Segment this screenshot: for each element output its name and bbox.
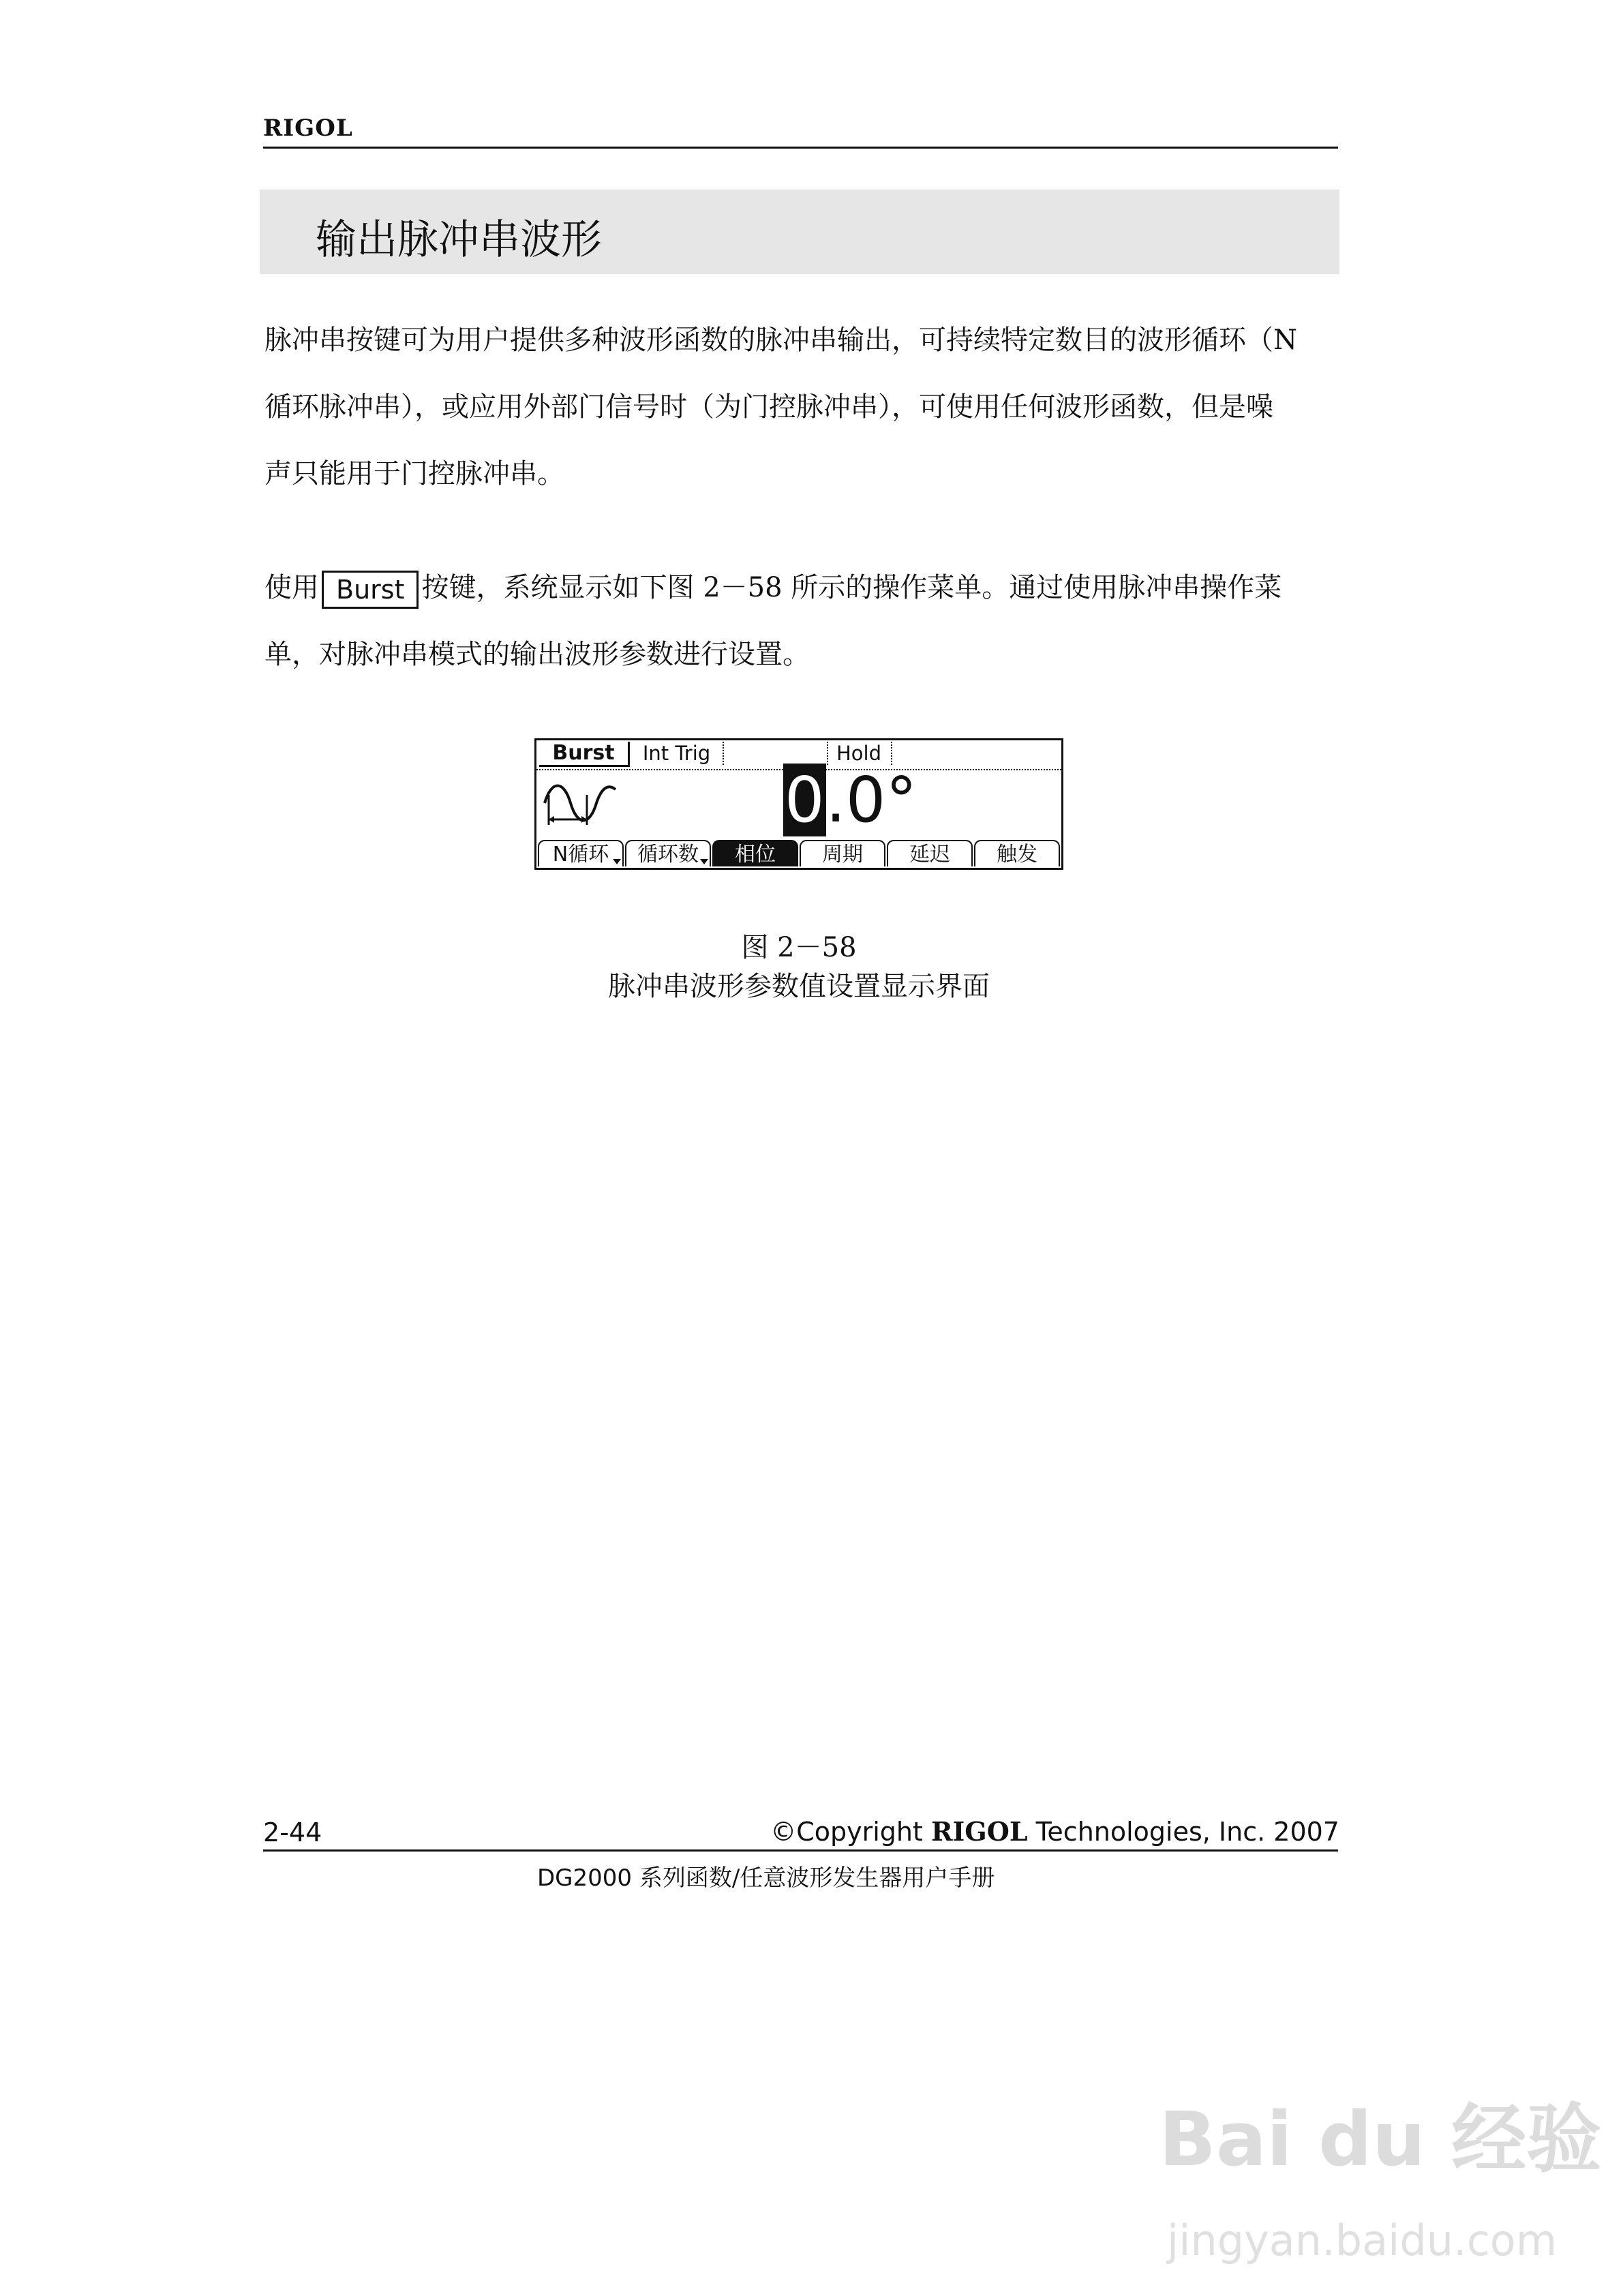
softkey-label: N循环 — [552, 843, 609, 866]
softkey-label: 循环数 — [637, 843, 699, 866]
section-title-bar — [260, 190, 1339, 274]
footer-copyright — [763, 1816, 1339, 1847]
footer-rule — [263, 1849, 1338, 1852]
softkey-label: 相位 — [735, 843, 776, 866]
paragraph-1 — [264, 307, 1340, 507]
paragraph-1-line: 声只能用于门控脉冲串。 — [264, 458, 564, 489]
paragraph-2-pre: 使用 — [264, 572, 319, 603]
manual-title: 系列函数/任意波形发生器用户手册 — [632, 1864, 995, 1892]
manual-model: DG2000 — [537, 1864, 633, 1892]
burst-screen-figure — [534, 738, 1063, 870]
submenu-arrow-icon — [700, 859, 708, 864]
page-number: 2-44 — [263, 1817, 322, 1847]
watermark-url: jingyan.baidu.com — [1167, 2216, 1558, 2265]
footer-manual-title — [537, 1859, 995, 1892]
header-rule — [263, 147, 1338, 149]
softkey-phase[interactable] — [712, 840, 798, 866]
submenu-arrow-icon — [613, 859, 621, 864]
value-rest: .0° — [825, 764, 917, 836]
header-brand: RIGOL — [263, 115, 353, 142]
softkey-trigger[interactable] — [974, 840, 1060, 866]
softkey-label: 触发 — [997, 843, 1037, 866]
softkey-period[interactable] — [800, 840, 885, 866]
softkey-delay[interactable] — [887, 840, 973, 866]
paragraph-2-post: 按键，系统显示如下图 2－58 所示的操作菜单。通过使用脉冲串操作菜 — [421, 572, 1282, 603]
status-hold: Hold — [836, 742, 892, 765]
burst-key-label: Burst — [322, 571, 419, 609]
section-title: 输出脉冲串波形 — [316, 216, 602, 264]
softkey-n-cycle[interactable] — [538, 840, 624, 866]
phase-value — [783, 764, 917, 836]
copyright-pre: ©Copyright — [770, 1817, 931, 1847]
status-empty-field — [725, 742, 828, 765]
paragraph-2-line-2: 单，对脉冲串模式的输出波形参数进行设置。 — [264, 639, 810, 670]
value-cursor-digit: 0 — [785, 764, 825, 836]
status-mode: Burst — [539, 742, 630, 767]
softkey-label: 周期 — [822, 843, 863, 866]
status-trigger: Int Trig — [631, 742, 724, 765]
paragraph-1-line: 脉冲串按键可为用户提供多种波形函数的脉冲串输出，可持续特定数目的波形循环（N — [264, 324, 1297, 356]
softkey-menu — [536, 840, 1061, 868]
burst-waveform-icon — [541, 774, 617, 829]
figure-caption-title: 脉冲串波形参数值设置显示界面 — [608, 971, 990, 1002]
softkey-label: 延迟 — [909, 843, 950, 866]
baidu-watermark — [1159, 2079, 1609, 2284]
copyright-brand: RIGOL — [930, 1816, 1028, 1847]
paragraph-2 — [264, 554, 1340, 688]
paragraph-2-line-1 — [264, 554, 1340, 621]
copyright-post: Technologies, Inc. 2007 — [1027, 1817, 1339, 1847]
watermark-main: Bai du 经验 — [1159, 2096, 1602, 2183]
softkey-cycle-count[interactable] — [625, 840, 711, 866]
figure-caption-number: 图 2－58 — [741, 932, 857, 963]
paragraph-1-line: 循环脉冲串），或应用外部门信号时（为门控脉冲串），可使用任何波形函数，但是噪 — [264, 391, 1273, 423]
